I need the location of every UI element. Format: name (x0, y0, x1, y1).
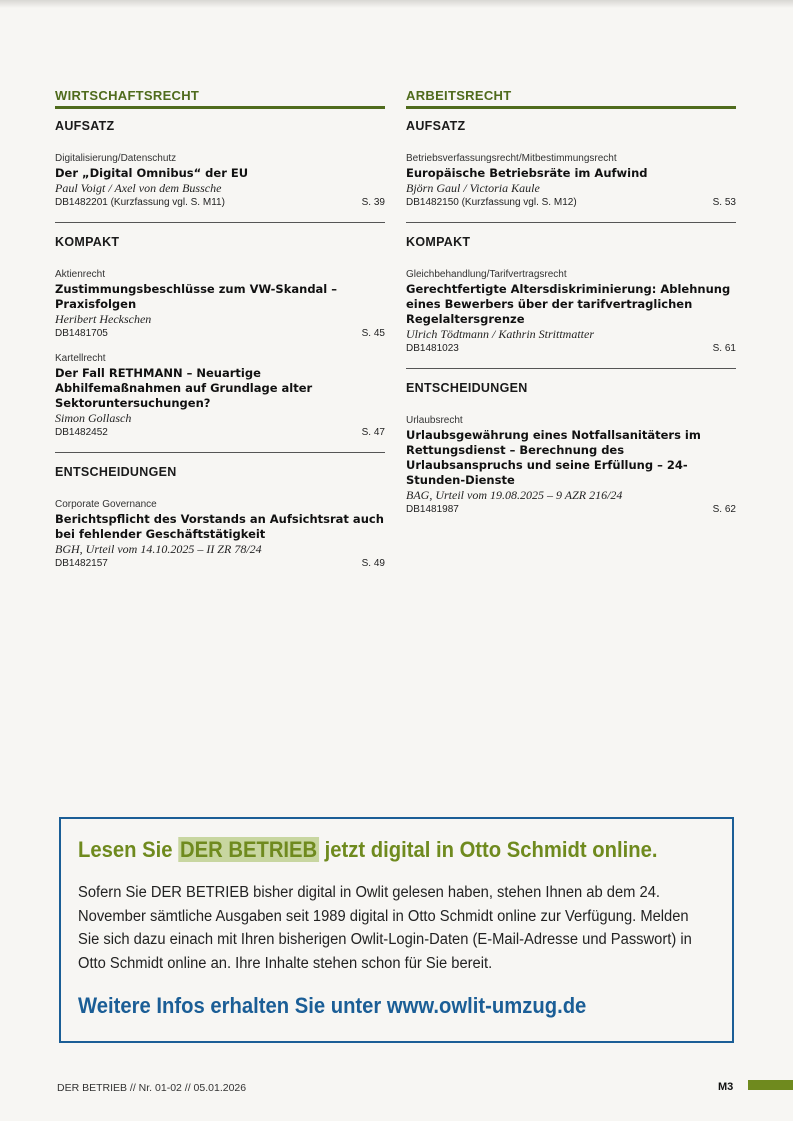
divider (55, 452, 385, 453)
toc-entry[interactable] (406, 269, 736, 354)
promo-headline-post: jetzt digital in Otto Schmidt online. (319, 837, 658, 862)
entry-page: S. 47 (361, 427, 385, 438)
entry-title: Der „Digital Omnibus“ der EU (55, 166, 249, 180)
divider (406, 368, 736, 369)
entry-title: Der Fall RETHMANN – Neuartige Abhilfemaßnahmen auf Grundlage alter Sektoruntersuchungen? (55, 366, 313, 410)
group-heading: KOMPAKT (406, 235, 471, 249)
page-number: M3 (718, 1081, 734, 1093)
entry-ref: DB1482201 (Kurzfassung vgl. S. M11) (55, 197, 225, 208)
promo-headline-pre: Lesen Sie (78, 837, 179, 862)
section-title: WIRTSCHAFTSRECHT (55, 88, 385, 109)
entry-category: Betriebsverfassungsrecht/Mitbestimmungsrecht (406, 153, 617, 164)
entry-category: Urlaubsrecht (406, 415, 463, 426)
entry-ref: DB1481987 (406, 504, 459, 515)
entry-ref: DB1482157 (55, 558, 108, 569)
toc-entry[interactable] (406, 153, 736, 208)
toc-entry[interactable] (406, 415, 736, 515)
entry-authors: Paul Voigt / Axel von dem Bussche (55, 181, 222, 195)
entry-authors: Simon Gollasch (55, 411, 132, 425)
entry-ref: DB1482150 (Kurzfassung vgl. S. M12) (406, 197, 577, 208)
divider (406, 222, 736, 223)
toc-entry[interactable] (55, 269, 385, 339)
entry-category: Gleichbehandlung/Tarifvertragsrecht (406, 269, 567, 280)
entry-title: Gerechtfertigte Altersdiskriminierung: Ablehnung eines Bewerbers über der tarifvertraglichen Regelaltersgrenze (406, 282, 731, 326)
entry-page: S. 45 (361, 328, 385, 339)
right-column (406, 88, 736, 529)
entry-title: Zustimmungsbeschlüsse zum VW-Skandal – Praxisfolgen (55, 282, 338, 311)
page-tab-marker (748, 1080, 793, 1090)
entry-authors: BGH, Urteil vom 14.10.2025 – II ZR 78/24 (55, 542, 262, 556)
promo-headline-brand: DER BETRIEB (179, 837, 318, 862)
entry-page: S. 39 (361, 197, 385, 208)
group-heading: ENTSCHEIDUNGEN (406, 381, 528, 395)
entry-ref: DB1482452 (55, 427, 108, 438)
entry-ref: DB1481705 (55, 328, 108, 339)
promo-body: Sofern Sie DER BETRIEB bisher digital in Owlit gelesen haben, stehen Ihnen ab dem 24. November sämtliche Ausgaben seit 1989 digital in Otto Schmidt online zur Verfügung. Melden Sie sich dazu einach mit Ihren bisherigen Owlit-Login-Daten (E-Mail-Adresse und Passwort) in Otto Schmidt online an. Ihre Inhalte stehen schon für Sie bereit. (78, 884, 692, 972)
footer-issue: DER BETRIEB // Nr. 01-02 // 05.01.2026 (57, 1082, 247, 1094)
toc-entry[interactable] (55, 499, 385, 569)
entry-title: Berichtspflicht des Vorstands an Aufsichtsrat auch bei fehlender Geschäftstätigkeit (55, 512, 384, 541)
page-top-edge (0, 0, 793, 8)
entry-page: S. 61 (712, 343, 736, 354)
toc-entry[interactable] (55, 353, 385, 438)
entry-authors: Björn Gaul / Victoria Kaule (406, 181, 540, 195)
group-heading: AUFSATZ (55, 119, 115, 133)
entry-page: S. 49 (361, 558, 385, 569)
divider (55, 222, 385, 223)
group-heading: KOMPAKT (55, 235, 120, 249)
entry-category: Kartellrecht (55, 353, 106, 364)
group-heading: AUFSATZ (406, 119, 466, 133)
group-heading: ENTSCHEIDUNGEN (55, 465, 177, 479)
promo-headline (78, 837, 665, 863)
entry-page: S. 62 (712, 504, 736, 515)
entry-page: S. 53 (712, 197, 736, 208)
left-column (55, 88, 385, 583)
entry-category: Aktienrecht (55, 269, 106, 280)
section-title: ARBEITSRECHT (406, 88, 736, 109)
entry-category: Corporate Governance (55, 499, 157, 510)
entry-ref: DB1481023 (406, 343, 459, 354)
entry-title: Europäische Betriebsräte im Aufwind (406, 166, 648, 180)
toc-entry[interactable] (55, 153, 385, 208)
entry-authors: Ulrich Tödtmann / Kathrin Strittmatter (406, 327, 595, 341)
entry-category: Digitalisierung/Datenschutz (55, 153, 177, 164)
entry-title: Urlaubsgewährung eines Notfallsanitäters im Rettungsdienst – Berechnung des Urlaubsanspruchs und seine Erfüllung – 24-Stunden-Dienste (406, 428, 701, 487)
promo-link[interactable]: Weitere Infos erhalten Sie unter www.owlit-umzug.de (78, 993, 587, 1018)
promo-box (59, 817, 734, 1043)
entry-authors: BAG, Urteil vom 19.08.2025 – 9 AZR 216/24 (406, 488, 623, 502)
entry-authors: Heribert Heckschen (55, 312, 152, 326)
